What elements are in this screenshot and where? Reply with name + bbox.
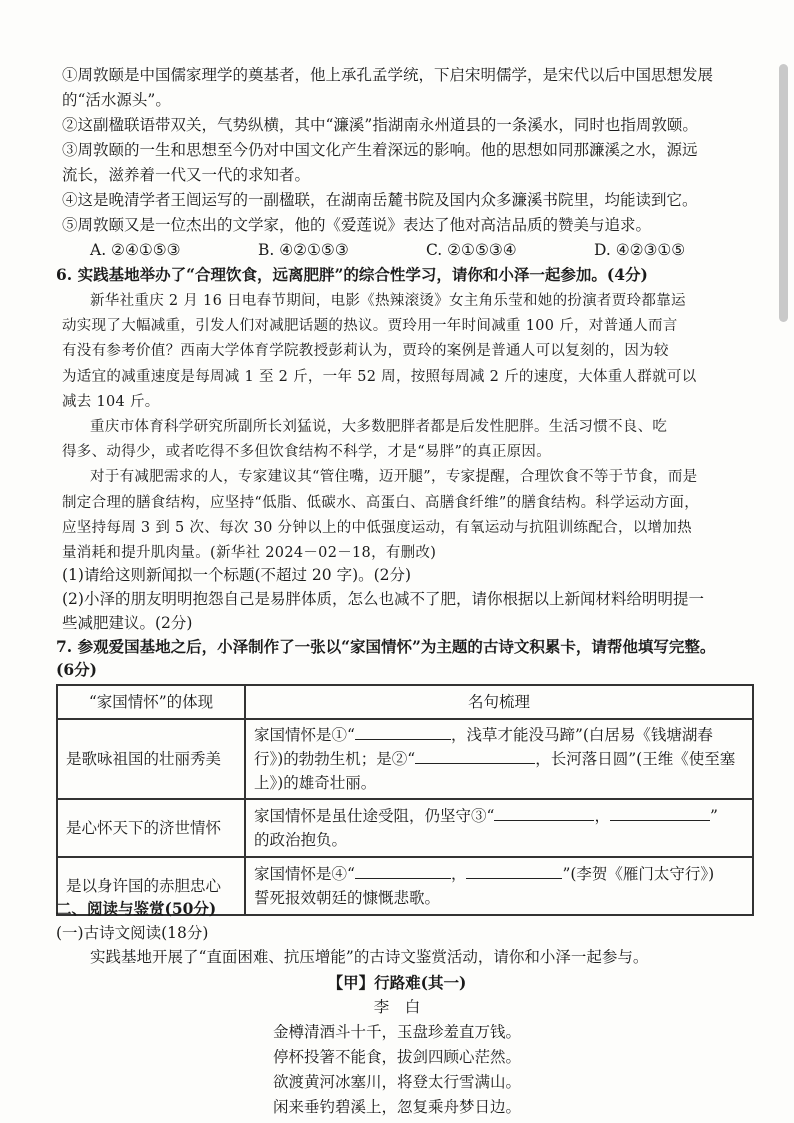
choice-d: D. ④②③①⑤ [594, 241, 686, 259]
card-header-embodiment: “家国情怀”的体现 [57, 685, 245, 719]
choice-c: C. ②①⑤③④ [426, 241, 517, 259]
q6-article-p1-line2: 动实现了大幅减重，引发人们对减肥话题的热议。贾玲用一年时间减重 100 斤，对普通人而言 [62, 318, 678, 335]
card-header-quotes: 名句梳理 [245, 685, 753, 719]
q6-article-p2-line1: 重庆市体育科学研究所副所长刘猛说，大多数肥胖者都是后发性肥胖。生活习惯不良、吃 [90, 419, 668, 435]
poem-line-4: 闲来垂钓碧溪上，忽复乘舟梦日边。 [272, 1098, 521, 1116]
blank-3a[interactable] [494, 804, 594, 821]
row3-text-a: 家国情怀是④“ [254, 865, 355, 883]
q6-stem: 6. 实践基地举办了“合理饮食，远离肥胖”的综合性学习，请你和小泽一起参加。(4分) [56, 265, 648, 284]
q6-sub-question-2-line2: 些减肥建议。(2分) [62, 614, 193, 632]
blank-4b[interactable] [466, 862, 562, 879]
blank-3b[interactable] [610, 804, 710, 821]
q7-stem-line2: (6分) [56, 660, 97, 679]
q6-article-p3-line3: 应坚持每周 3 到 5 次、每次 30 分钟以上的中低强度运动，有氧运动与抗阻训练配合，以增加热 [62, 519, 692, 536]
row3-text-d: 誓死报效朝廷的慷慨悲歌。 [254, 889, 441, 907]
q7-stem-line1: 7. 参观爱国基地之后，小泽制作了一张以“家国情怀”为主题的古诗文积累卡，请帮他填写完整。 [56, 637, 716, 656]
option-line-4: ③周敦颐的一生和思想至今仍对中国文化产生着深远的影响。他的思想如同那濂溪之水，源远 [62, 141, 698, 159]
card-row-1-quotes [245, 719, 753, 799]
card-row-2-quotes [245, 799, 753, 857]
poem-line-3: 欲渡黄河冰塞川，将登太行雪满山。 [272, 1073, 521, 1091]
poem-title: 【甲】行路难(其一) [327, 973, 467, 992]
option-line-7: ⑤周敦颐又是一位杰出的文学家，他的《爱莲说》表达了他对高洁品质的赞美与追求。 [62, 216, 652, 234]
row1-text-c: 行》)的勃勃生机；是②“ [254, 750, 416, 768]
option-line-6: ④这是晚清学者王闿运写的一副楹联，在湖南岳麓书院及国内众多濂溪书院里，均能读到它。 [62, 191, 698, 209]
q6-article-p1-line4: 为适宜的减重速度是每周减 1 至 2 斤，一年 52 周，按照每周减 2 斤的速度，大体重人群就可以 [62, 368, 697, 385]
q6-article-p1-line1: 新华社重庆 2 月 16 日电春节期间，电影《热辣滚烫》女主角乐莹和她的扮演者贾玲都靠运 [90, 293, 686, 309]
row1-text-e: 上》)的雄奇壮丽。 [254, 774, 377, 792]
section-intro: 实践基地开展了“直面困难、抗压增能”的古诗文鉴赏活动，请你和小泽一起参与。 [90, 948, 649, 966]
choice-b: B. ④②①⑤③ [258, 241, 349, 259]
row2-text-d: 的政治抱负。 [254, 831, 348, 849]
blank-2[interactable] [415, 747, 535, 764]
card-row-3-quotes [245, 857, 753, 915]
vertical-scrollbar[interactable] [779, 64, 788, 322]
section-heading: 二、阅读与鉴赏(50分) [56, 899, 217, 918]
card-row-3-embodiment: 是以身许国的赤胆忠心 [57, 857, 245, 915]
q6-sub-question-2-line1: (2)小泽的朋友明明抱怨自己是易胖体质，怎么也减不了肥，请你根据以上新闻材料给明明提一 [62, 590, 704, 608]
row2-text-a: 家国情怀是虽仕途受阻，仍坚守③“ [254, 807, 495, 825]
option-line-2: 的“活水源头”。 [62, 91, 171, 109]
option-line-1: ①周敦颐是中国儒家理学的奠基者，他上承孔孟学统，下启宋明儒学，是宋代以后中国思想发展 [62, 66, 714, 84]
q6-article-p1-line5: 减去 104 斤。 [62, 393, 160, 410]
poem-author: 李 白 [373, 998, 421, 1016]
card-row-1-embodiment: 是歌咏祖国的壮丽秀美 [57, 719, 245, 799]
blank-1[interactable] [355, 723, 451, 740]
option-line-3: ②这副楹联语带双关，气势纵横，其中“濂溪”指湖南永州道县的一条溪水，同时也指周敦颐。 [62, 116, 698, 134]
card-row-2-embodiment: 是心怀天下的济世情怀 [57, 799, 245, 857]
poetry-accumulation-card [56, 684, 754, 916]
blank-4a[interactable] [355, 862, 451, 879]
card-row-1 [57, 719, 753, 799]
row2-text-c: ” [709, 807, 718, 825]
subsection-heading: (一)古诗文阅读(18分) [56, 924, 209, 942]
row3-text-b: ， [450, 865, 467, 883]
poem-line-2: 停杯投箸不能食，拔剑四顾心茫然。 [272, 1048, 521, 1066]
poem-line-1: 金樽清酒斗十千，玉盘珍羞直万钱。 [272, 1023, 521, 1041]
q6-article-p3-line4: 量消耗和提升肌肉量。(新华社 2024－02－18，有删改) [62, 545, 437, 561]
option-line-5: 流长，滋养着一代又一代的求知者。 [62, 166, 311, 184]
card-row-2 [57, 799, 753, 857]
q6-article-p2-line2: 得多、动得少，或者吃得不多但饮食结构不科学，才是“易胖”的真正原因。 [62, 444, 552, 461]
choice-a: A. ②④①⑤③ [90, 241, 181, 259]
row3-text-c: ”(李贺《雁门太守行》) [562, 865, 715, 883]
row1-text-a: 家国情怀是①“ [254, 726, 355, 744]
row1-text-b: ，浅草才能没马蹄”(白居易《钱塘湖春 [450, 726, 713, 744]
q6-article-p3-line2: 制定合理的膳食结构，应坚持“低脂、低碳水、高蛋白、高膳食纤维”的膳食结构。科学运动方面， [62, 494, 700, 511]
q6-sub-question-1: (1)请给这则新闻拟一个标题(不超过 20 字)。(2分) [62, 566, 412, 584]
row2-text-b: ， [594, 807, 610, 825]
q6-article-p1-line3: 有没有参考价值？西南大学体育学院教授彭莉认为，贾玲的案例是普通人可以复刻的，因为较 [62, 343, 669, 360]
q6-article-p3-line1: 对于有减肥需求的人，专家建议其“管住嘴，迈开腿”，专家提醒，合理饮食不等于节食，而是 [90, 469, 698, 486]
row1-text-d: ，长河落日圆”(王维《使至塞 [535, 750, 736, 768]
card-header-row [57, 685, 753, 719]
